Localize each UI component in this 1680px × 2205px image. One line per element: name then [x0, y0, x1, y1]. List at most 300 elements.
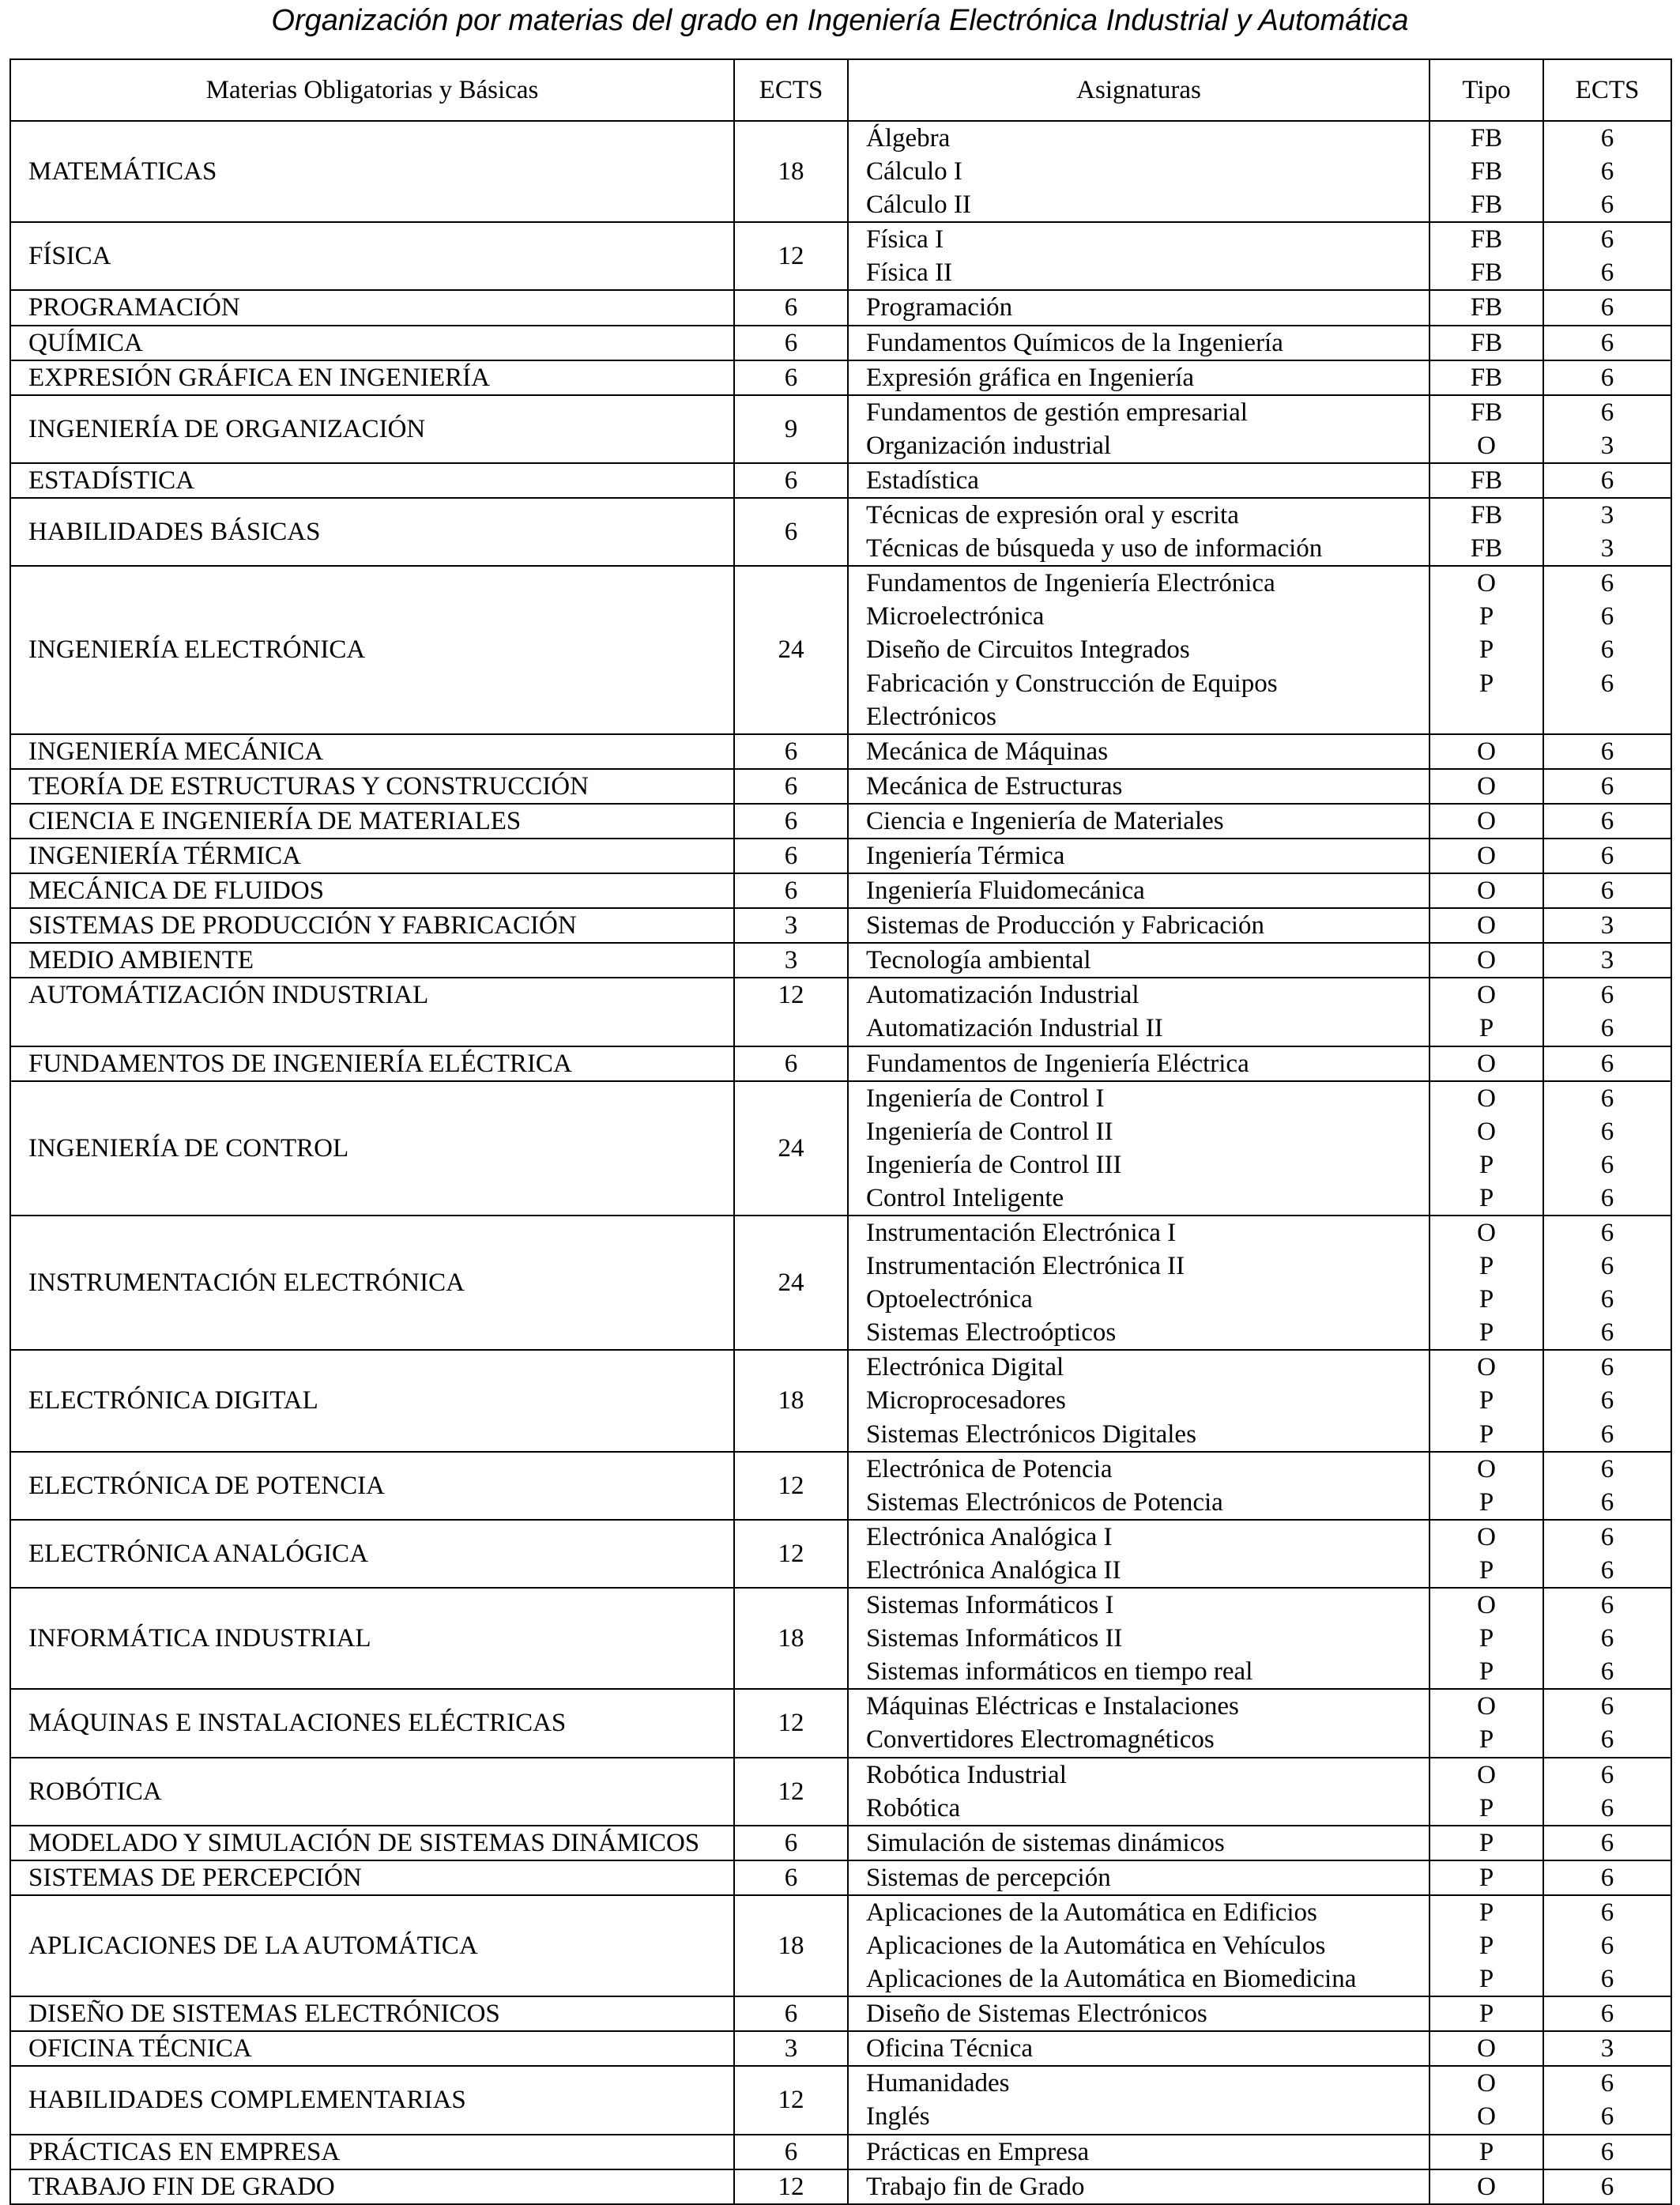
tipo-cell — [1430, 1895, 1543, 1996]
asignaturas-cell — [848, 222, 1430, 290]
asignatura-name: Fundamentos de Ingeniería Eléctrica — [866, 1049, 1249, 1078]
asignatura-tipo: P — [1478, 1183, 1494, 1212]
asignatura-ects: 6 — [1600, 1591, 1614, 1620]
asignatura-name: Electrónica Digital — [866, 1353, 1064, 1382]
materia-cell: SISTEMAS DE PERCEPCIÓN — [10, 1860, 734, 1895]
asignatura-ects-cell — [1543, 1996, 1671, 2031]
asignatura-tipo: O — [1477, 841, 1496, 870]
table-row — [10, 978, 1671, 1046]
asignatura-name: Optoelectrónica — [866, 1285, 1033, 1314]
asignatura-tipo: FB — [1470, 363, 1503, 392]
tipo-cell — [1430, 1996, 1543, 2031]
asignatura-name: Sistemas de percepción — [866, 1863, 1111, 1892]
asignatura-ects: 3 — [1600, 946, 1614, 975]
asignatura-tipo: FB — [1470, 534, 1503, 564]
asignatura-ects: 6 — [1600, 1657, 1614, 1687]
asignatura-name: Instrumentación Electrónica II — [866, 1252, 1185, 1281]
tipo-cell — [1430, 1081, 1543, 1216]
asignatura-ects-cell — [1543, 1452, 1671, 1520]
tipo-cell — [1430, 498, 1543, 566]
tipo-cell — [1430, 2135, 1543, 2169]
asignatura-ects: 6 — [1600, 602, 1614, 631]
asignaturas-cell — [848, 2066, 1430, 2134]
asignatura-tipo: FB — [1470, 157, 1503, 187]
materia-cell: MÁQUINAS E INSTALACIONES ELÉCTRICAS — [10, 1689, 734, 1757]
asignatura-tipo: P — [1478, 1793, 1494, 1822]
asignatura-tipo: O — [1477, 431, 1496, 460]
asignatura-ects: 6 — [1600, 1150, 1614, 1179]
asignatura-name: Fundamentos de gestión empresarial — [866, 398, 1248, 427]
materia-ects-cell: 12 — [734, 222, 848, 290]
asignatura-ects: 6 — [1600, 1931, 1614, 1960]
asignatura-ects-cell — [1543, 1216, 1671, 1350]
tipo-cell — [1430, 360, 1543, 395]
materia-ects-cell: 18 — [734, 1588, 848, 1689]
asignatura-ects-cell — [1543, 566, 1671, 733]
asignatura-tipo: FB — [1470, 398, 1503, 427]
asignaturas-cell — [848, 1216, 1430, 1350]
asignatura-ects: 6 — [1600, 1863, 1614, 1892]
asignatura-ects: 6 — [1600, 876, 1614, 906]
asignatura-name: Técnicas de expresión oral y escrita — [866, 501, 1239, 530]
asignatura-ects-cell — [1543, 2066, 1671, 2134]
asignatura-name: Técnicas de búsqueda y uso de información — [866, 534, 1323, 564]
asignaturas-cell — [848, 804, 1430, 839]
asignatura-ects-cell — [1543, 1689, 1671, 1757]
asignatura-ects-cell — [1543, 839, 1671, 873]
materia-cell: TEORÍA DE ESTRUCTURAS Y CONSTRUCCIÓN — [10, 769, 734, 804]
asignatura-ects-cell — [1543, 326, 1671, 360]
asignatura-tipo: O — [1477, 1692, 1496, 1721]
asignaturas-cell — [848, 1689, 1430, 1757]
asignatura-tipo: P — [1478, 1419, 1494, 1449]
materia-ects-cell: 6 — [734, 1860, 848, 1895]
tipo-cell — [1430, 908, 1543, 943]
asignatura-name: Sistemas Electrónicos de Potencia — [866, 1487, 1223, 1517]
asignatura-tipo: P — [1478, 1657, 1494, 1687]
asignatura-name: Tecnología ambiental — [866, 946, 1091, 975]
table-row — [10, 463, 1671, 498]
asignatura-ects-cell — [1543, 2031, 1671, 2066]
table-row — [10, 222, 1671, 290]
table-row — [10, 121, 1671, 222]
asignatura-tipo: P — [1478, 1725, 1494, 1755]
asignatura-ects: 6 — [1600, 1419, 1614, 1449]
materia-ects-cell: 12 — [734, 1758, 848, 1826]
asignatura-name: Cálculo I — [866, 157, 962, 187]
table-row — [10, 2135, 1671, 2169]
asignatura-ects: 6 — [1600, 2137, 1614, 2166]
materia-ects-cell: 6 — [734, 1046, 848, 1081]
asignatura-tipo: O — [1477, 911, 1496, 940]
materia-cell: APLICACIONES DE LA AUTOMÁTICA — [10, 1895, 734, 1996]
asignatura-name: Robótica — [866, 1793, 961, 1822]
table-row — [10, 395, 1671, 463]
asignatura-name: Control Inteligente — [866, 1183, 1064, 1212]
table-row — [10, 804, 1671, 839]
asignatura-ects-cell — [1543, 2135, 1671, 2169]
tipo-cell — [1430, 222, 1543, 290]
asignatura-name: Convertidores Electromagnéticos — [866, 1725, 1215, 1755]
asignatura-ects: 6 — [1600, 466, 1614, 495]
asignatura-tipo: O — [1477, 771, 1496, 801]
table-row — [10, 769, 1671, 804]
asignatura-name: Sistemas Informáticos I — [866, 1591, 1114, 1620]
asignatura-ects-cell — [1543, 1895, 1671, 1996]
asignatura-tipo: O — [1477, 1219, 1496, 1247]
asignatura-ects: 6 — [1600, 293, 1614, 322]
tipo-cell — [1430, 2066, 1543, 2134]
materia-cell: INGENIERÍA MECÁNICA — [10, 734, 734, 769]
materia-ects-cell: 6 — [734, 839, 848, 873]
asignatura-ects-cell — [1543, 121, 1671, 222]
asignatura-ects: 6 — [1600, 1793, 1614, 1822]
asignatura-ects: 6 — [1600, 124, 1614, 153]
asignatura-ects: 6 — [1600, 981, 1614, 1010]
tipo-cell — [1430, 978, 1543, 1046]
asignatura-name: Oficina Técnica — [866, 2034, 1034, 2064]
asignatura-tipo: P — [1478, 635, 1494, 665]
asignatura-name: Automatización Industrial II — [866, 1014, 1163, 1043]
table-row — [10, 2066, 1671, 2134]
asignatura-tipo: P — [1478, 1150, 1494, 1179]
tipo-cell — [1430, 2031, 1543, 2066]
materia-cell: SISTEMAS DE PRODUCCIÓN Y FABRICACIÓN — [10, 908, 734, 943]
asignatura-ects-cell — [1543, 1758, 1671, 1826]
asignatura-tipo: P — [1478, 1252, 1494, 1281]
asignatura-tipo: O — [1477, 2034, 1496, 2064]
asignaturas-cell — [848, 943, 1430, 978]
asignaturas-cell — [848, 1046, 1430, 1081]
asignatura-ects-cell — [1543, 463, 1671, 498]
asignatura-ects: 3 — [1600, 534, 1614, 564]
table-row — [10, 1520, 1671, 1588]
materia-cell: MECÁNICA DE FLUIDOS — [10, 873, 734, 908]
asignatura-name: Automatización Industrial — [866, 981, 1139, 1010]
materia-cell: QUÍMICA — [10, 326, 734, 360]
materia-cell: MATEMÁTICAS — [10, 121, 734, 222]
tipo-cell — [1430, 769, 1543, 804]
asignaturas-cell — [848, 121, 1430, 222]
tipo-cell — [1430, 1758, 1543, 1826]
asignatura-name: Ciencia e Ingeniería de Materiales — [866, 806, 1224, 835]
materia-cell: ELECTRÓNICA DIGITAL — [10, 1350, 734, 1451]
asignatura-tipo: P — [1478, 1487, 1494, 1517]
asignatura-ects: 6 — [1600, 157, 1614, 187]
asignatura-ects: 6 — [1600, 1555, 1614, 1585]
asignatura-name: Sistemas Informáticos II — [866, 1624, 1123, 1653]
asignatura-ects-cell — [1543, 395, 1671, 463]
asignatura-ects: 6 — [1600, 1183, 1614, 1212]
asignatura-name: Robótica Industrial — [866, 1760, 1067, 1789]
materia-cell: DISEÑO DE SISTEMAS ELECTRÓNICOS — [10, 1996, 734, 2031]
asignatura-name: Programación — [866, 293, 1013, 322]
asignatura-name: Máquinas Eléctricas e Instalaciones — [866, 1692, 1239, 1721]
asignatura-name: Inglés — [866, 2102, 930, 2132]
asignaturas-cell — [848, 1350, 1430, 1451]
asignatura-name: Electrónica de Potencia — [866, 1454, 1113, 1483]
asignatura-tipo: FB — [1470, 258, 1503, 288]
asignatura-ects — [1544, 700, 1671, 733]
tipo-cell — [1430, 121, 1543, 222]
asignatura-tipo: P — [1478, 1014, 1494, 1043]
asignaturas-cell — [848, 769, 1430, 804]
asignatura-ects: 6 — [1600, 1252, 1614, 1281]
tipo-cell — [1430, 326, 1543, 360]
asignatura-ects-cell — [1543, 2169, 1671, 2204]
table-row — [10, 360, 1671, 395]
materia-cell: INGENIERÍA DE ORGANIZACIÓN — [10, 395, 734, 463]
asignatura-tipo: O — [1477, 569, 1496, 598]
materia-cell: HABILIDADES COMPLEMENTARIAS — [10, 2066, 734, 2134]
asignatura-ects: 6 — [1600, 1828, 1614, 1857]
asignatura-ects-cell — [1543, 1520, 1671, 1588]
table-row — [10, 1216, 1671, 1350]
asignatura-name: Estadística — [866, 466, 979, 495]
asignatura-name: Simulación de sistemas dinámicos — [866, 1828, 1225, 1857]
asignaturas-cell — [848, 908, 1430, 943]
table-row — [10, 1350, 1671, 1451]
asignatura-tipo: P — [1478, 1863, 1494, 1892]
asignatura-ects: 6 — [1600, 569, 1614, 598]
materia-ects-cell: 24 — [734, 1216, 848, 1350]
materia-cell: INGENIERÍA TÉRMICA — [10, 839, 734, 873]
asignatura-ects: 6 — [1600, 1692, 1614, 1721]
materia-ects-cell: 6 — [734, 463, 848, 498]
asignatura-tipo: O — [1477, 1049, 1496, 1078]
asignatura-ects-cell — [1543, 734, 1671, 769]
asignatura-ects: 6 — [1600, 1219, 1614, 1247]
asignatura-ects-cell — [1543, 222, 1671, 290]
table-row — [10, 873, 1671, 908]
asignatura-tipo: O — [1477, 2102, 1496, 2132]
materia-ects-cell: 9 — [734, 395, 848, 463]
asignatura-name: Mecánica de Máquinas — [866, 737, 1109, 766]
table-row — [10, 498, 1671, 566]
table-row — [10, 1895, 1671, 1996]
materia-ects-cell: 18 — [734, 1350, 848, 1451]
table-row — [10, 1758, 1671, 1826]
asignatura-name: Trabajo fin de Grado — [866, 2172, 1085, 2201]
table-header-row — [10, 59, 1671, 121]
asignatura-name: Sistemas Electrónicos Digitales — [866, 1419, 1196, 1449]
materia-ects-cell: 3 — [734, 2031, 848, 2066]
header-tipo: Tipo — [1430, 59, 1543, 121]
asignatura-ects: 6 — [1600, 258, 1614, 288]
materia-ects-cell: 6 — [734, 290, 848, 325]
table-row — [10, 1588, 1671, 1689]
asignatura-ects: 6 — [1600, 1760, 1614, 1789]
asignatura-tipo: P — [1478, 1828, 1494, 1857]
tipo-cell — [1430, 1216, 1543, 1350]
asignaturas-cell — [848, 290, 1430, 325]
asignatura-ects-cell — [1543, 1046, 1671, 1081]
asignatura-ects: 6 — [1600, 1965, 1614, 1994]
materia-cell: PRÁCTICAS EN EMPRESA — [10, 2135, 734, 2169]
asignatura-tipo: P — [1478, 1555, 1494, 1585]
materia-cell: INFORMÁTICA INDUSTRIAL — [10, 1588, 734, 1689]
asignatura-ects-cell — [1543, 978, 1671, 1046]
materia-ects-cell: 18 — [734, 1895, 848, 1996]
asignatura-name: Fabricación y Construcción de Equipos — [866, 669, 1278, 698]
tipo-cell — [1430, 943, 1543, 978]
asignatura-ects-cell — [1543, 1350, 1671, 1451]
materia-ects-cell: 12 — [734, 2066, 848, 2134]
materia-ects-cell: 12 — [734, 978, 848, 1046]
asignatura-tipo: FB — [1470, 293, 1503, 322]
table-row — [10, 1826, 1671, 1860]
asignaturas-cell — [848, 1520, 1430, 1588]
asignatura-tipo: P — [1478, 1624, 1494, 1653]
materia-ects-cell: 6 — [734, 804, 848, 839]
tipo-cell — [1430, 290, 1543, 325]
asignaturas-cell — [848, 873, 1430, 908]
materia-ects-cell: 3 — [734, 908, 848, 943]
asignatura-tipo: P — [1478, 669, 1494, 698]
asignatura-ects: 6 — [1600, 1318, 1614, 1348]
asignaturas-cell — [848, 1826, 1430, 1860]
table-row — [10, 734, 1671, 769]
materia-ects-cell: 12 — [734, 2169, 848, 2204]
asignatura-name: Aplicaciones de la Automática en Edificios — [866, 1898, 1317, 1927]
asignaturas-cell — [848, 498, 1430, 566]
asignatura-ects-cell — [1543, 360, 1671, 395]
table-row — [10, 943, 1671, 978]
asignaturas-cell — [848, 1588, 1430, 1689]
asignatura-name: Cálculo II — [866, 190, 971, 220]
materia-cell: AUTOMÁTIZACIÓN INDUSTRIAL — [10, 978, 734, 1046]
asignatura-ects: 6 — [1600, 328, 1614, 357]
asignaturas-cell — [848, 395, 1430, 463]
asignatura-ects: 6 — [1600, 2102, 1614, 2132]
asignaturas-cell — [848, 1452, 1430, 1520]
table-row — [10, 1996, 1671, 2031]
materia-cell: MEDIO AMBIENTE — [10, 943, 734, 978]
asignatura-tipo: FB — [1470, 501, 1503, 530]
asignatura-ects: 3 — [1600, 431, 1614, 460]
tipo-cell — [1430, 1689, 1543, 1757]
asignaturas-cell — [848, 978, 1430, 1046]
materia-ects-cell: 24 — [734, 1081, 848, 1216]
asignaturas-cell — [848, 839, 1430, 873]
table-row — [10, 1046, 1671, 1081]
asignaturas-cell — [848, 1895, 1430, 1996]
asignatura-tipo: FB — [1470, 190, 1503, 220]
asignatura-tipo: FB — [1470, 225, 1503, 254]
header-ects: ECTS — [734, 59, 848, 121]
asignatura-ects: 6 — [1600, 1624, 1614, 1653]
asignatura-name: Aplicaciones de la Automática en Vehículos — [866, 1931, 1326, 1960]
tipo-cell — [1430, 1860, 1543, 1895]
asignatura-tipo: O — [1477, 1084, 1496, 1113]
asignatura-tipo: P — [1478, 1898, 1494, 1927]
asignatura-name: Física II — [866, 258, 953, 288]
table-row — [10, 1860, 1671, 1895]
materia-cell: EXPRESIÓN GRÁFICA EN INGENIERÍA — [10, 360, 734, 395]
tipo-cell — [1430, 463, 1543, 498]
asignatura-tipo: P — [1478, 1965, 1494, 1994]
asignatura-ects: 6 — [1600, 1386, 1614, 1415]
asignatura-ects-cell — [1543, 1860, 1671, 1895]
table-row — [10, 290, 1671, 325]
materia-ects-cell: 12 — [734, 1520, 848, 1588]
asignatura-name: Ingeniería de Control III — [866, 1150, 1122, 1179]
materia-cell: FÍSICA — [10, 222, 734, 290]
asignaturas-cell — [848, 1758, 1430, 1826]
asignatura-ects: 3 — [1600, 2034, 1614, 2064]
asignatura-name: Sistemas informáticos en tiempo real — [866, 1657, 1253, 1687]
asignatura-ects: 6 — [1600, 1454, 1614, 1483]
asignatura-ects: 6 — [1600, 398, 1614, 427]
table-row — [10, 566, 1671, 733]
asignaturas-cell — [848, 1860, 1430, 1895]
materia-ects-cell: 6 — [734, 1826, 848, 1860]
asignatura-tipo: O — [1477, 1117, 1496, 1146]
asignatura-tipo: O — [1477, 1454, 1496, 1483]
asignatura-ects: 6 — [1600, 806, 1614, 835]
asignatura-ects: 6 — [1600, 2069, 1614, 2098]
materia-cell: OFICINA TÉCNICA — [10, 2031, 734, 2066]
asignatura-tipo: P — [1478, 1386, 1494, 1415]
asignatura-tipo: P — [1478, 2000, 1494, 2029]
asignatura-tipo: P — [1478, 2137, 1494, 2166]
table-row — [10, 2169, 1671, 2204]
table-row — [10, 1689, 1671, 1757]
asignatura-ects: 6 — [1600, 190, 1614, 220]
asignatura-ects: 3 — [1600, 501, 1614, 530]
asignatura-tipo: FB — [1470, 124, 1503, 153]
table-body — [10, 121, 1671, 2204]
tipo-cell — [1430, 395, 1543, 463]
asignatura-tipo: FB — [1470, 466, 1503, 495]
asignatura-ects: 6 — [1600, 771, 1614, 801]
asignatura-ects: 6 — [1600, 225, 1614, 254]
asignatura-name: Sistemas Electroópticos — [866, 1318, 1117, 1348]
asignatura-ects: 6 — [1600, 635, 1614, 665]
asignatura-ects-cell — [1543, 804, 1671, 839]
asignatura-name: Expresión gráfica en Ingeniería — [866, 363, 1195, 392]
asignatura-ects: 6 — [1600, 1014, 1614, 1043]
asignatura-tipo: O — [1477, 1760, 1496, 1789]
asignatura-ects: 6 — [1600, 2000, 1614, 2029]
asignatura-ects: 6 — [1600, 1725, 1614, 1755]
asignatura-tipo: O — [1477, 1353, 1496, 1382]
asignatura-ects: 6 — [1600, 363, 1614, 392]
asignatura-name: Humanidades — [866, 2069, 1010, 2098]
header-materia: Materias Obligatorias y Básicas — [10, 59, 734, 121]
materia-cell: TRABAJO FIN DE GRADO — [10, 2169, 734, 2204]
tipo-cell — [1430, 734, 1543, 769]
table-row — [10, 908, 1671, 943]
asignatura-name: Mecánica de Estructuras — [866, 771, 1123, 801]
table-row — [10, 1452, 1671, 1520]
asignatura-ects: 6 — [1600, 841, 1614, 870]
asignatura-name: Fundamentos de Ingeniería Electrónica — [866, 569, 1275, 598]
asignatura-name: Sistemas de Producción y Fabricación — [866, 911, 1265, 940]
asignaturas-cell — [848, 360, 1430, 395]
document-title: Organización por materias del grado en Ingeniería Electrónica Industrial y Automática — [271, 4, 1409, 37]
asignatura-name: Diseño de Circuitos Integrados — [866, 635, 1190, 665]
materia-cell: INGENIERÍA ELECTRÓNICA — [10, 566, 734, 733]
subjects-table — [9, 58, 1672, 2205]
materia-ects-cell: 6 — [734, 1996, 848, 2031]
asignatura-name: Diseño de Sistemas Electrónicos — [866, 2000, 1207, 2029]
materia-ects-cell: 6 — [734, 873, 848, 908]
asignatura-tipo: P — [1478, 1318, 1494, 1348]
asignatura-tipo: P — [1478, 1931, 1494, 1960]
asignatura-name: Electrónica Analógica II — [866, 1555, 1121, 1585]
asignatura-name: Microelectrónica — [866, 602, 1045, 631]
